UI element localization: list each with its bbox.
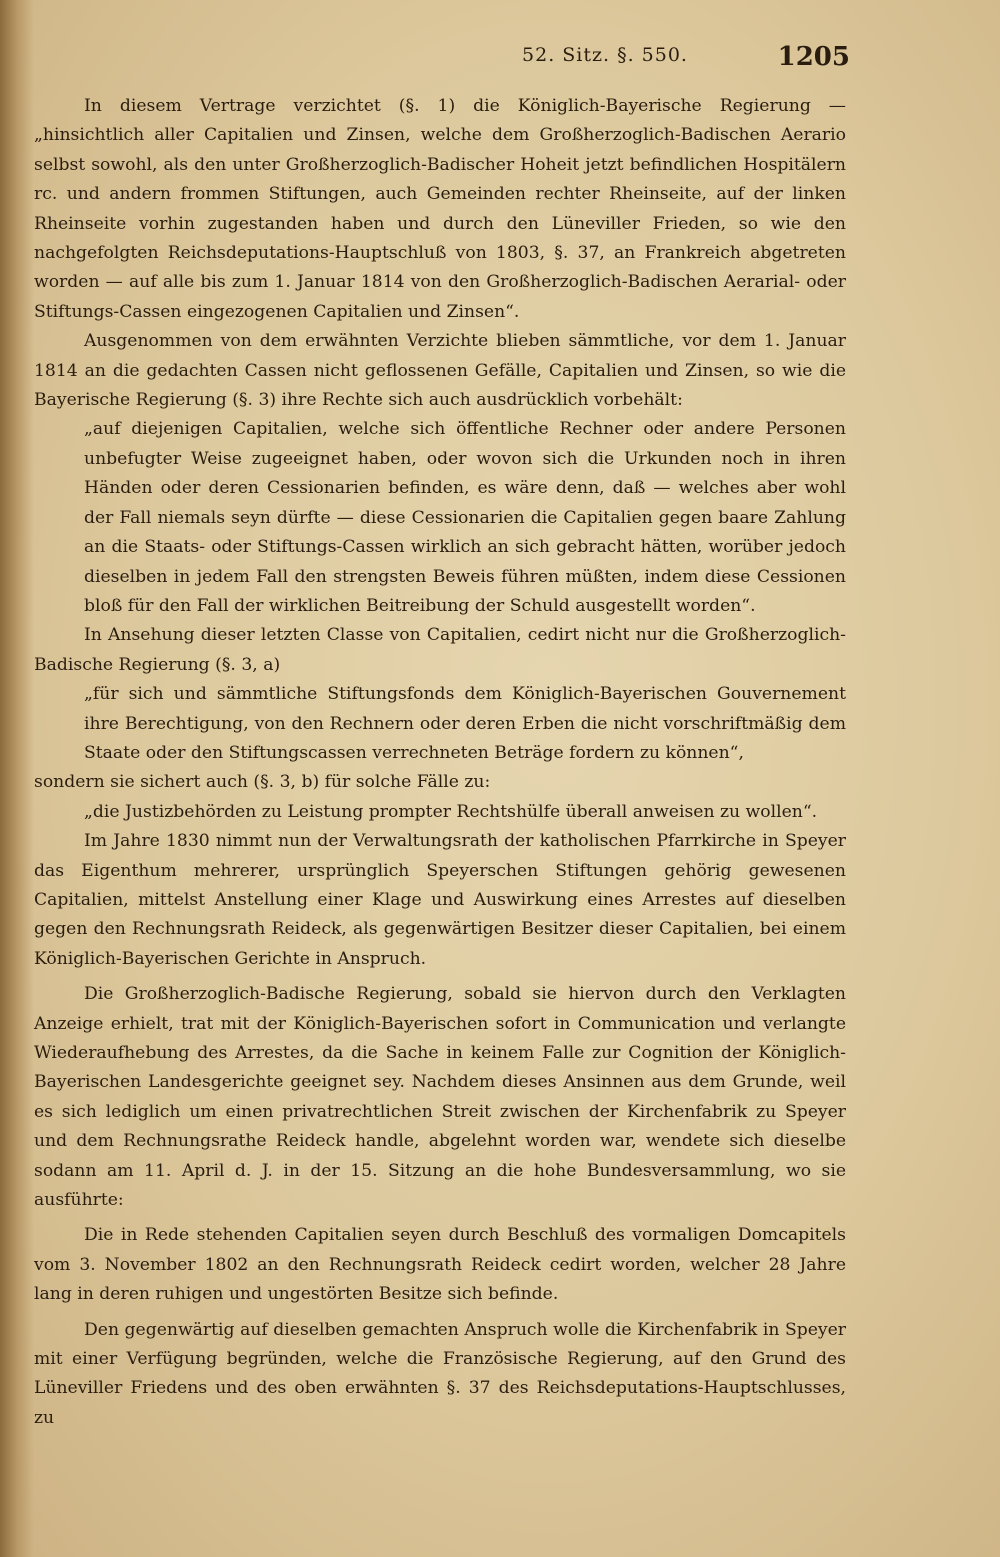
block-quote: „die Justizbehörden zu Leistung prompter Rechtshülfe überall anweisen zu wollen“. — [84, 801, 818, 822]
block-quote: „für sich und sämmtliche Stiftungsfonds dem Königlich-Bayerischen Gouvernement ihre Berechtigung, von den Rechnern oder deren Erben die nicht vorschriftmäßig dem Staate oder den Stiftungscassen verrechneten Beträge fordern zu können“, — [84, 684, 846, 763]
paragraph: Die Großherzoglich-Badische Regierung, sobald sie hiervon durch den Verklagten Anzeige erhielt, trat mit der Königlich-Bayerischen sofort in Communication und verlangte Wiederaufhebung des Arrestes, da die Sache in keinem Falle zur Cognition der Königlich-Bayerischen Landesgerichte geeignet sey. Nachdem dieses Ansinnen aus dem Grunde, weil es sich lediglich um einen privatrechtlichen Streit zwischen der Kirchenfabrik zu Speyer und dem Rechnungsrathe Reideck handle, abgelehnt worden war, wendete sich dieselbe sodann am 11. April d. J. in der 15. Sitzung an die hohe Bundesversammlung, wo sie ausführte: — [34, 984, 846, 1211]
paragraph: Die in Rede stehenden Capitalien seyen durch Beschluß des vormaligen Domcapitels vom 3. November 1802 an den Rechnungsrath Reideck cedirt worden, welcher 28 Jahre lang in deren ruhigen und ungestörten Besitze sich befinde. — [34, 1225, 846, 1305]
running-header: 52. Sitz. §. 550. — [522, 44, 688, 66]
paragraph: sondern sie sichert auch (§. 3, b) für solche Fälle zu: — [34, 772, 491, 793]
block-quote: „auf diejenigen Capitalien, welche sich öffentliche Rechner oder andere Personen unbefugter Weise zugeeignet haben, oder wovon sich die Urkunden noch in ihren Händen oder deren Cessionarien befinden, es wäre denn, daß — welches aber wohl der Fall niemals seyn dürfte — diese Cessionarien die Capitalien gegen baare Zahlung an die Staats- oder Stiftungs-Cassen wirklich an sich gebracht hätten, worüber jedoch dieselben in jedem Fall den strengsten Beweis führen müßten, indem diese Cessionen bloß für den Fall der wirklichen Beitreibung der Schuld ausgestellt worden“. — [84, 419, 846, 616]
paragraph: In diesem Vertrage verzichtet (§. 1) die Königlich-Bayerische Regierung — „hinsichtlich aller Capitalien und Zinsen, welche dem Großherzoglich-Badischen Aerario selbst sowohl, als den unter Großherzoglich-Badischer Hoheit jetzt befindlichen Hospitälern rc. und andern frommen Stiftungen, auch Gemeinden rechter Rheinseite, auf der linken Rheinseite vorhin zugestanden haben und durch den Lüneviller Frieden, so wie den nachgefolgten Reichsdeputations-Hauptschluß von 1803, §. 37, an Frankreich abgetreten worden — auf alle bis zum 1. Januar 1814 von den Großherzoglich-Badischen Aerarial- oder Stiftungs-Cassen eingezogenen Capitalien und Zinsen“. — [34, 96, 846, 322]
document-body — [34, 92, 846, 1433]
paragraph: In Ansehung dieser letzten Classe von Capitalien, cedirt nicht nur die Großherzoglich-Badische Regierung (§. 3, a) — [34, 625, 846, 675]
paragraph: Ausgenommen von dem erwähnten Verzichte blieben sämmtliche, vor dem 1. Januar 1814 an die gedachten Cassen nicht geflossenen Gefälle, Capitalien und Zinsen, so wie die Bayerische Regierung (§. 3) ihre Rechte sich auch ausdrücklich vorbehält: — [34, 331, 846, 411]
paragraph: Den gegenwärtig auf dieselben gemachten Anspruch wolle die Kirchenfabrik in Speyer mit einer Verfügung begründen, welche die Französische Regierung, auf den Grund des Lüneviller Friedens und des oben erwähnten §. 37 des Reichsdeputations-Hauptschlusses, zu — [34, 1319, 846, 1428]
page-number: 1205 — [777, 42, 850, 72]
page-gutter-shadow — [0, 0, 34, 1557]
paragraph: Im Jahre 1830 nimmt nun der Verwaltungsrath der katholischen Pfarrkirche in Speyer das Eigenthum mehrerer, ursprünglich Speyerschen Stiftungen gehörig gewesenen Capitalien, mittelst Anstellung einer Klage und Auswirkung eines Arrestes auf dieselben gegen den Rechnungsrath Reideck, als gegenwärtigen Besitzer dieser Capitalien, bei einem Königlich-Bayerischen Gerichte in Anspruch. — [34, 831, 846, 969]
